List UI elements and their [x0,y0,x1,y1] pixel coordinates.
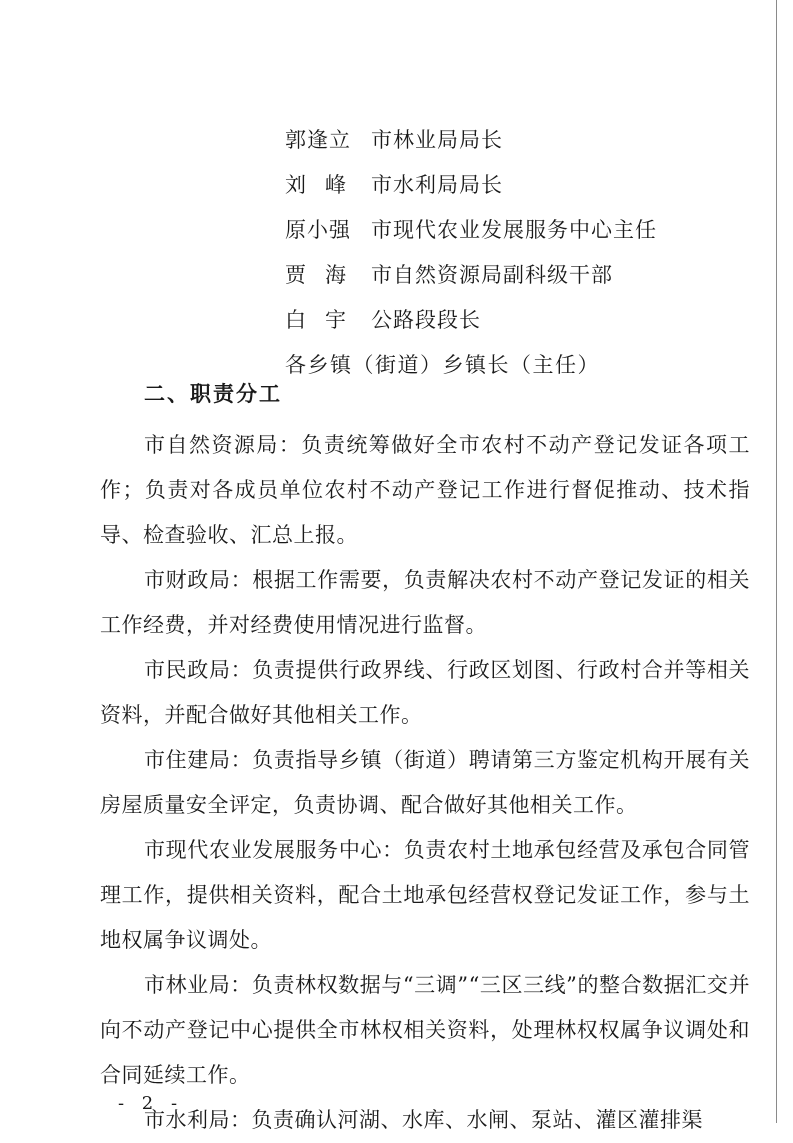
member-row [285,257,765,302]
duty-paragraph: 市现代农业发展服务中心：负责农村土地承包经营及承包合同管理工作，提供相关资料，配合土地承包经营权登记发证工作，参与土地权属争议调处。 [100,838,750,952]
member-name: 郭逢立 [285,128,351,152]
member-row [285,212,765,257]
member-list [285,122,765,392]
members-note: 各乡镇（街道）乡镇长（主任） [285,353,600,377]
duty-list [100,423,750,1143]
member-title: 公路段段长 [371,308,481,332]
member-name: 白宇 [285,308,365,332]
duty-paragraph: 市财政局：根据工作需要，负责解决农村不动产登记发证的相关工作经费，并对经费使用情况进行监督。 [100,568,750,637]
duty-paragraph: 市民政局：负责提供行政界线、行政区划图、行政村合并等相关资料，并配合做好其他相关工作。 [100,658,750,727]
duty-paragraph: 市自然资源局：负责统筹做好全市农村不动产登记发证各项工作；负责对各成员单位农村不动产登记工作进行督促推动、技术指导、检查验收、汇总上报。 [100,433,750,547]
member-title: 市现代农业发展服务中心主任 [371,218,657,242]
member-row [285,302,765,347]
member-title: 市自然资源局副科级干部 [371,263,613,287]
member-name: 贾海 [285,263,365,287]
member-name: 原小强 [285,218,351,242]
duty-paragraph: 市水利局：负责确认河湖、水库、水闸、泵站、灌区灌排渠 [144,1108,703,1132]
member-title: 市水利局局长 [371,173,503,197]
page-number: - 2 - [118,1093,184,1114]
member-name: 刘峰 [285,173,365,197]
section-heading: 二、职责分工 [144,382,282,406]
member-row [285,122,765,167]
duty-paragraph: 市林业局：负责林权数据与“三调”“三区三线”的整合数据汇交并向不动产登记中心提供全市林权相关资料，处理林权权属争议调处和合同延续工作。 [100,973,750,1087]
scan-edge-line [776,0,777,1123]
duty-paragraph: 市住建局：负责指导乡镇（街道）聘请第三方鉴定机构开展有关房屋质量安全评定，负责协调、配合做好其他相关工作。 [100,748,750,817]
member-row [285,167,765,212]
member-title: 市林业局局长 [371,128,503,152]
